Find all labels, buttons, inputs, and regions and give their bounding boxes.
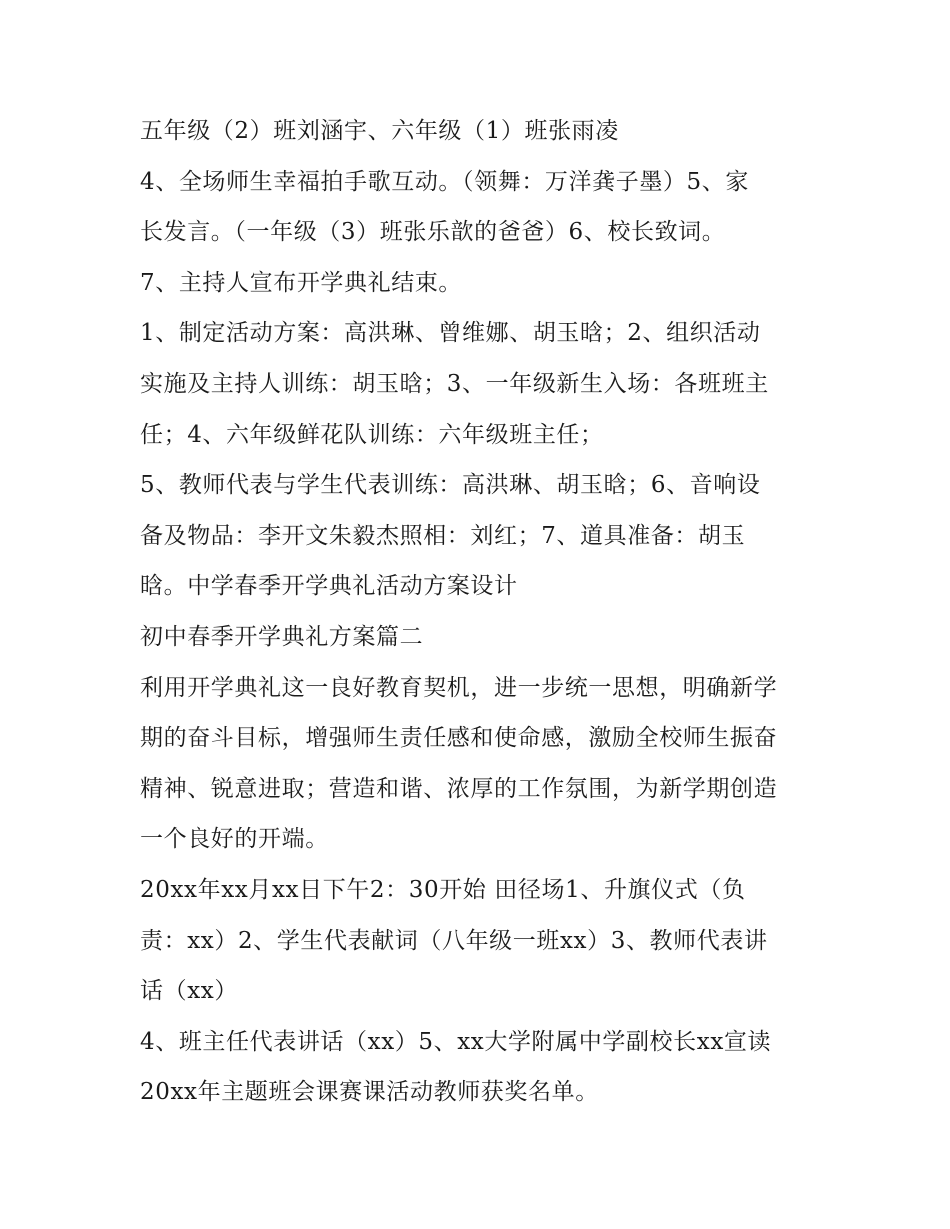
text-line: 一个良好的开端。 (140, 826, 329, 853)
text-line: 五年级（2）班刘涵宇、六年级（1）班张雨凌 (140, 118, 619, 144)
text-line: 实施及主持人训练：胡玉晗；3、一年级新生入场：各班班主 (140, 370, 769, 397)
text-line: 精神、锐意进取；营造和谐、浓厚的工作氛围，为新学期创造 (140, 775, 778, 802)
text-line: 4、班主任代表讲话（xx）5、xx大学附属中学副校长xx宣读 (140, 1028, 772, 1055)
text-line: 7、主持人宣布开学典礼结束。 (140, 269, 463, 296)
text-line: 话（xx） (140, 978, 238, 1005)
text-line: 利用开学典礼这一良好教育契机，进一步统一思想，明确新学 (140, 674, 778, 701)
text-line: 备及物品：李开文朱毅杰照相：刘红；7、道具准备：胡玉 (140, 522, 746, 549)
text-line: 期的奋斗目标，增强师生责任感和使命感，激励全校师生振奋 (140, 725, 778, 752)
text-line: 长发言。（一年级（3）班张乐歆的爸爸）6、校长致词。 (140, 219, 726, 246)
text-line: 晗。中学春季开学典礼活动方案设计 (140, 573, 518, 600)
text-line: 责：xx）2、学生代表献词（八年级一班xx）3、教师代表讲 (140, 927, 768, 954)
text-line: 20xx年主题班会课赛课活动教师获奖名单。 (140, 1079, 599, 1106)
text-line: 5、教师代表与学生代表训练：高洪琳、胡玉晗；6、音响设 (140, 472, 761, 499)
text-line: 20xx年xx月xx日下午2：30开始 田径场1、升旗仪式（负 (140, 876, 746, 903)
document-page (140, 106, 820, 1118)
section-heading: 初中春季开学典礼方案篇二 (140, 623, 424, 650)
text-line: 1、制定活动方案：高洪琳、曾维娜、胡玉晗；2、组织活动 (140, 320, 761, 347)
text-line: 4、全场师生幸福拍手歌互动。（领舞：万洋龚子墨）5、家 (140, 168, 749, 195)
text-line: 任；4、六年级鲜花队训练：六年级班主任； (140, 421, 604, 448)
